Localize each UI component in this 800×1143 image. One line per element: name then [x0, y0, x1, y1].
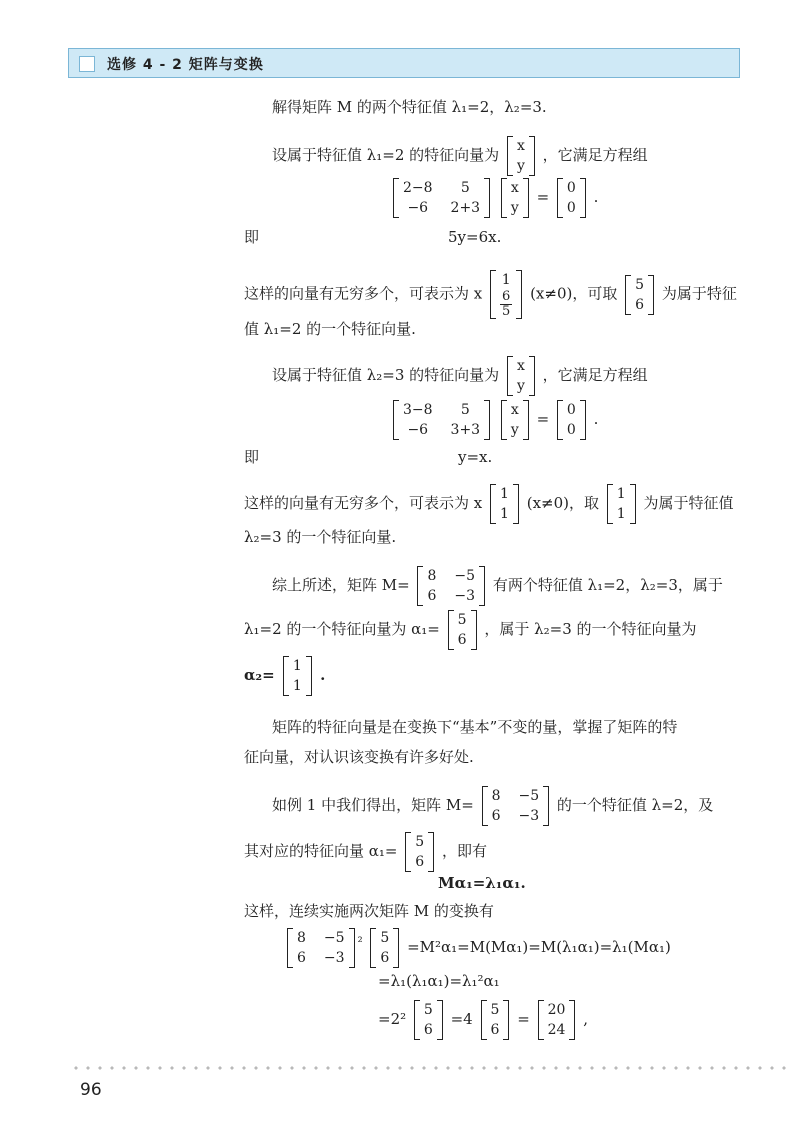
- header-square-icon: [79, 56, 95, 72]
- page-number: 96: [80, 1080, 102, 1100]
- text-line: 解得矩阵 M 的两个特征值 λ₁=2，λ₂=3.: [272, 98, 547, 116]
- vector-xy: x y: [507, 136, 535, 176]
- equation: 5y=6x.: [448, 228, 502, 246]
- equation: =2² 5 6 =4 5 6 = 20 24 ,: [378, 1002, 588, 1038]
- equation: Mα₁=λ₁α₁.: [438, 874, 526, 892]
- equation: y=x.: [458, 448, 493, 466]
- text-line: λ₂=3 的一个特征向量.: [244, 528, 397, 546]
- text-line: 矩阵的特征向量是在变换下“基本”不变的量，掌握了矩阵的特: [272, 718, 678, 736]
- text-line: α₂= 1 1 .: [244, 658, 326, 694]
- footer-divider: [70, 1066, 790, 1070]
- text-line: 这样的向量有无穷多个，可表示为 x 1 1 (x≠0)，取 1 1 为属于特征值: [244, 486, 734, 522]
- equation-system-1: 2−8 5 −6 2+3 x y = 0 0 .: [390, 178, 598, 218]
- text-line: 这样，连续实施两次矩阵 M 的变换有: [244, 902, 494, 920]
- text-line: 其对应的特征向量 α₁= 5 6 ，即有: [244, 834, 487, 870]
- text-line: 如例 1 中我们得出，矩阵 M= 8 −5 6 −3 的一个特征值 λ=2，及: [272, 788, 714, 824]
- chapter-title: 选修 4 - 2 矩阵与变换: [107, 57, 264, 73]
- text-line: 综上所述，矩阵 M= 8 −5 6 −3 有两个特征值 λ₁=2，λ₂=3，属于: [272, 568, 723, 604]
- text-line: 即: [244, 448, 260, 466]
- equation-system-2: 3−8 5 −6 3+3 x y = 0 0 .: [390, 400, 598, 440]
- equation: =λ₁(λ₁α₁)=λ₁²α₁: [378, 972, 500, 990]
- text-line: 设属于特征值 λ₁=2 的特征向量为 x y ，它满足方程组: [272, 138, 648, 174]
- equation: 8 −5 6 −3 $^{^2}$ 5 6 =M²α₁=M(Mα₁)=M(λ₁α₁)=λ₁(Mα₁): [284, 928, 671, 968]
- chapter-header: [68, 48, 740, 78]
- text-line: 值 λ₁=2 的一个特征向量.: [244, 320, 416, 338]
- text-line: 这样的向量有无穷多个，可表示为 x 1 $\frac{6}{5}$ (x≠0)，可取 5 6 为属于特征: [244, 272, 737, 319]
- text-line: 征向量，对认识该变换有许多好处.: [244, 748, 474, 766]
- text-line: λ₁=2 的一个特征向量为 α₁= 5 6 ，属于 λ₂=3 的一个特征向量为: [244, 612, 697, 648]
- text-line: 设属于特征值 λ₂=3 的特征向量为 x y ，它满足方程组: [272, 358, 648, 394]
- text-line: 即: [244, 228, 260, 246]
